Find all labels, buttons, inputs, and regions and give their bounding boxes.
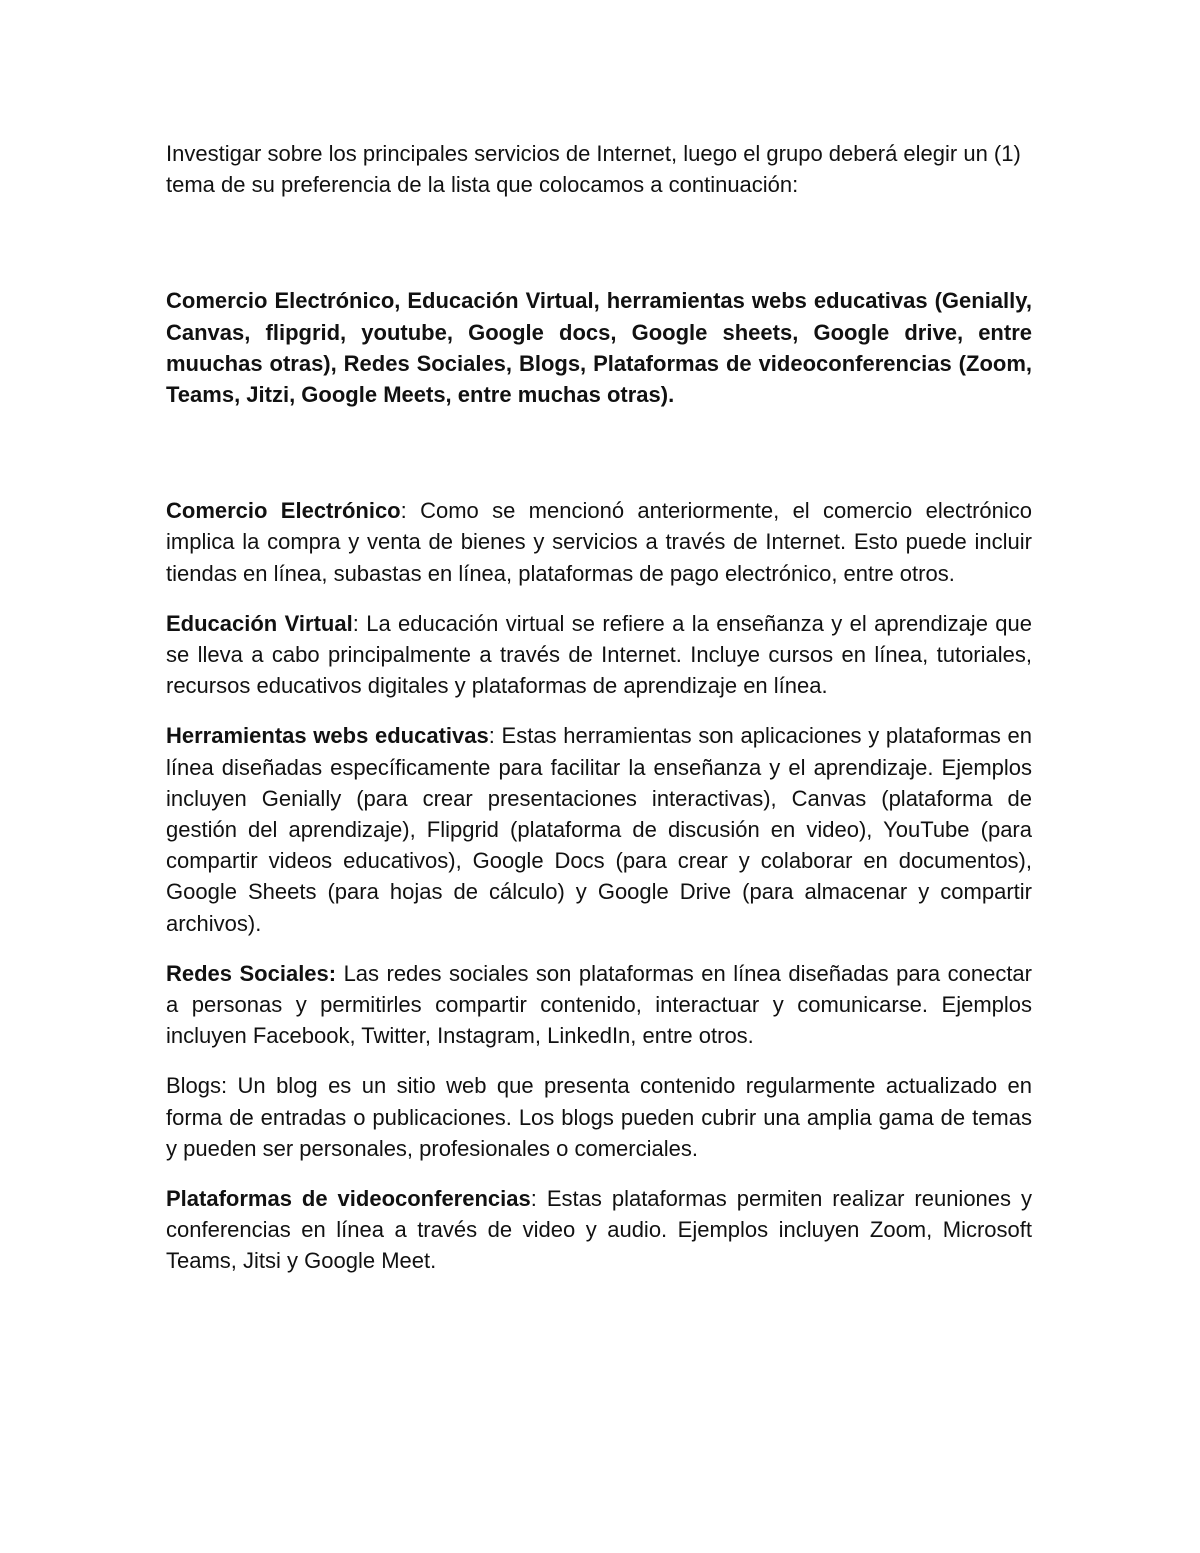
topic-separator: : [488, 723, 495, 749]
topic-description: Estas plataformas permiten realizar reuniones y conferencias en línea a través de video y audio. Ejemplos incluyen Zoom, Microsoft Teams, Jitsi y Google Meet. [166, 1186, 1032, 1274]
topics-list-paragraph: Comercio Electrónico, Educación Virtual, herramientas webs educativas (Genially, Canvas, flipgrid, youtube, Google docs, Google sheets, Google drive, entre muuchas otras), Redes Sociales, Blogs, Plataformas de videoconferencias (Zoom, Teams, Jitzi, Google Meets, entre muchas otras). [166, 288, 1032, 408]
topic-term: Herramientas webs educativas [166, 723, 489, 749]
topic-term: Redes Sociales: [166, 960, 337, 986]
topic-description: Blogs: Un blog es un sitio web que presenta contenido regularmente actualizado en forma de entradas o publicaciones. Los blogs pueden cubrir una amplia gama de temas y pueden ser personales, profesionales o comerciales. [166, 1073, 1032, 1161]
topic-term: Comercio Electrónico [166, 498, 401, 524]
topic-blogs [166, 1070, 1032, 1164]
topic-term: Educación Virtual [166, 610, 353, 636]
topic-term: Plataformas de videoconferencias [166, 1186, 531, 1212]
topic-separator: : [352, 610, 359, 636]
intro-paragraph: Investigar sobre los principales servicios de Internet, luego el grupo deberá elegir un (1) tema de su preferencia de la lista que colocamos a continuación: [166, 141, 1021, 198]
topic-videoconferencias [166, 1183, 1032, 1277]
topic-comercio-electronico [166, 495, 1032, 589]
topic-separator: : [530, 1186, 537, 1212]
topic-educacion-virtual [166, 608, 1032, 702]
topic-separator: : [400, 498, 407, 524]
topic-herramientas-webs [166, 720, 1032, 938]
document-body [166, 138, 1032, 1277]
topic-description: Las redes sociales son plataformas en línea diseñadas para conectar a personas y permitirles compartir contenido, interactuar y comunicarse. Ejemplos incluyen Facebook, Twitter, Instagram, LinkedIn, entre otros. [166, 960, 1032, 1049]
topic-description: La educación virtual se refiere a la enseñanza y el aprendizaje que se lleva a cabo principalmente a través de Internet. Incluye cursos en línea, tutoriales, recursos educativos digitales y plataformas de aprendizaje en línea. [166, 610, 1033, 699]
topic-description: Estas herramientas son aplicaciones y plataformas en línea diseñadas específicamente para facilitar la enseñanza y el aprendizaje. Ejemplos incluyen Genially (para crear presentaciones interactivas), Canvas (plataforma de gestión del aprendizaje), Flipgrid (plataforma de discusión en video), YouTube (para compartir videos educativos), Google Docs (para crear y colaborar en documentos), Google Sheets (para hojas de cálculo) y Google Drive (para almacenar y compartir archivos). [166, 723, 1033, 936]
topic-description: Como se mencionó anteriormente, el comercio electrónico implica la compra y venta de bienes y servicios a través de Internet. Esto puede incluir tiendas en línea, subastas en línea, plataformas de pago electrónico, entre otros. [166, 498, 1033, 586]
topic-redes-sociales [166, 958, 1032, 1052]
